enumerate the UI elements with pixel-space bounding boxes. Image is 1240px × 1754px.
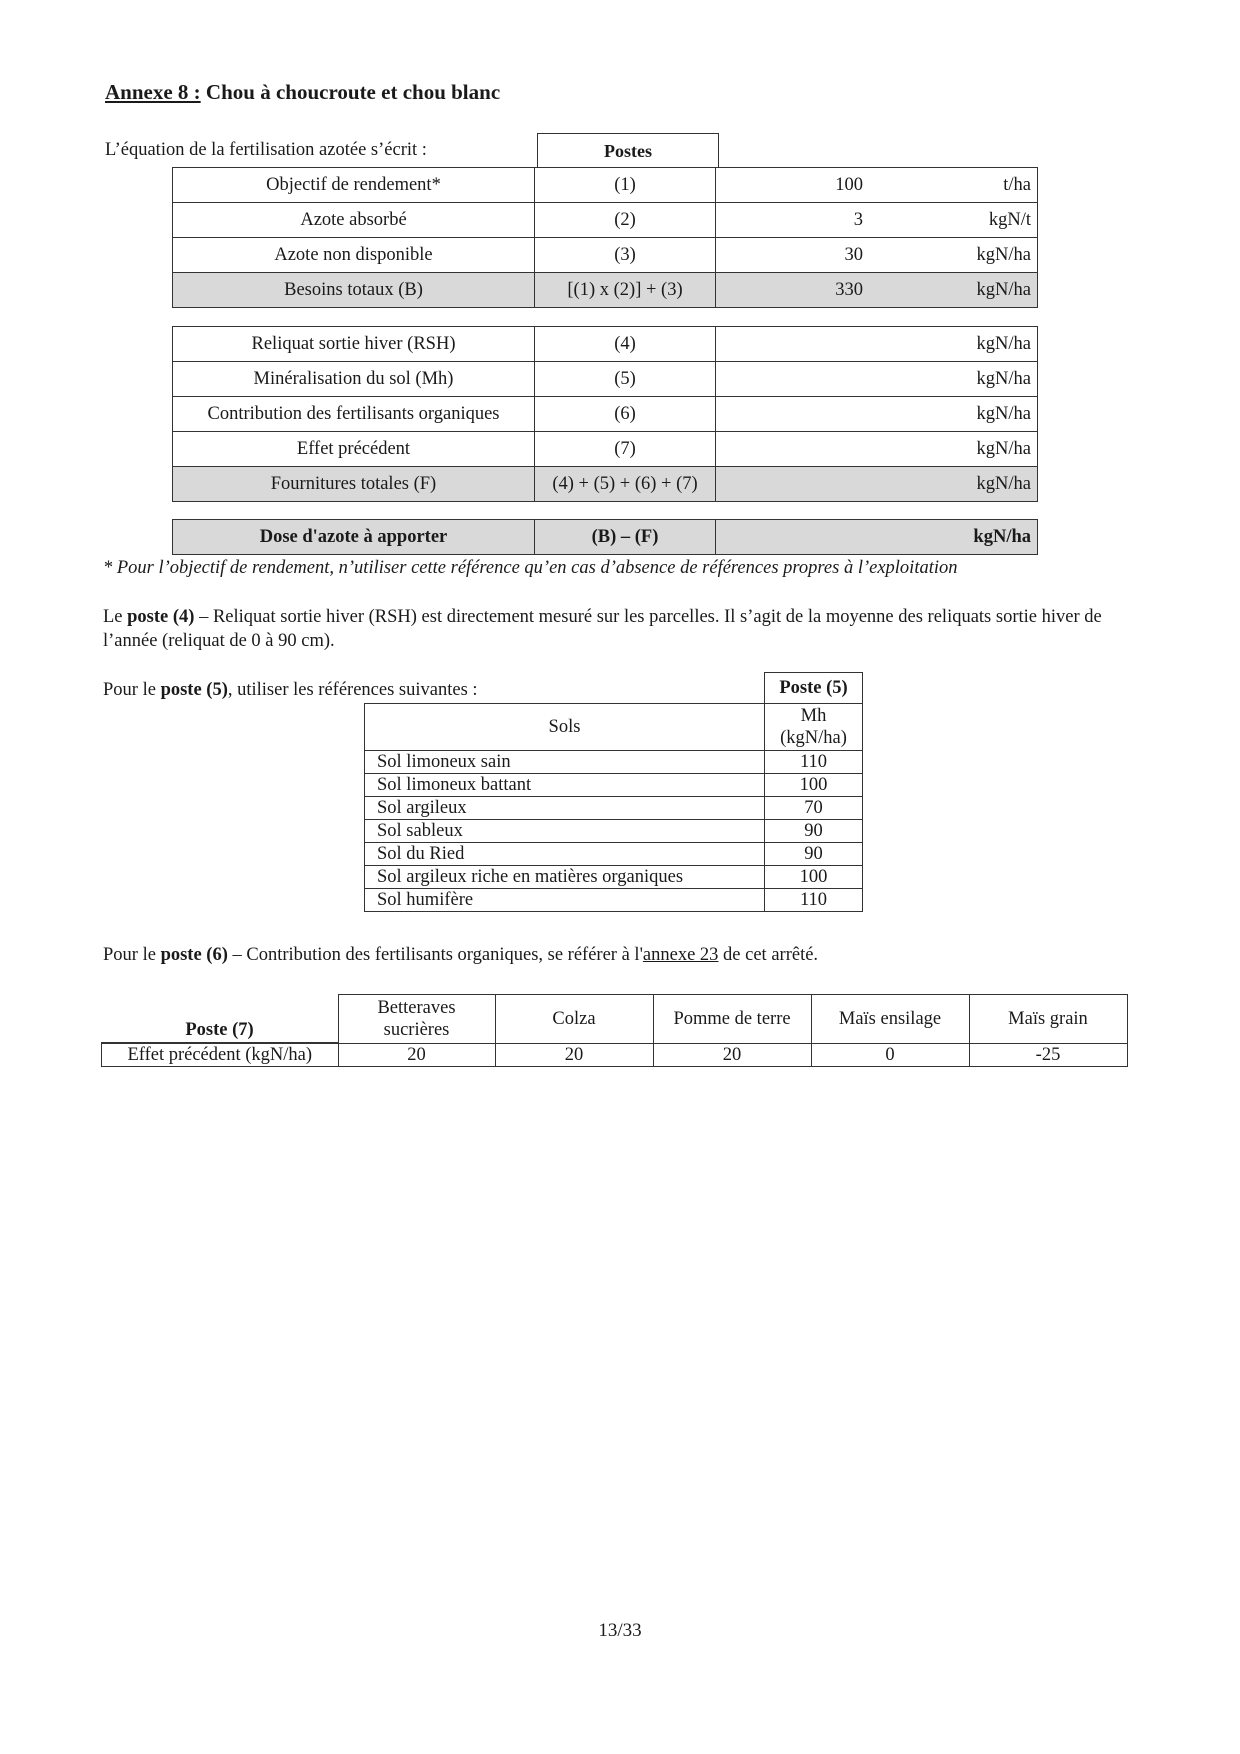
precedent-col-0 [338,995,495,1044]
row-poste: [(1) x (2)] + (3) [535,273,716,308]
soil-name: Sol limoneux battant [365,774,765,797]
equation-intro: L’équation de la fertilisation azotée s’écrit : [105,140,427,160]
row-label: Azote non disponible [173,238,535,273]
dose-value [716,520,864,555]
row-poste: (2) [535,203,716,238]
poste6-end: de cet arrêté. [718,945,819,965]
row-label: Minéralisation du sol (Mh) [173,362,535,397]
table-row [365,889,863,912]
row-unit: kgN/ha [863,273,1038,308]
precedent-value-4: -25 [969,1044,1127,1067]
precedent-value-1: 20 [495,1044,653,1067]
row-value: 30 [716,238,864,273]
soil-name: Sol limoneux sain [365,751,765,774]
soil-mh-value: 90 [765,820,863,843]
mh-table [364,703,863,912]
table-row [365,797,863,820]
soil-name: Sol du Ried [365,843,765,866]
row-poste: (3) [535,238,716,273]
precedent-col-4: Maïs grain [969,995,1127,1044]
table-row [365,751,863,774]
annex-number: Annexe 8 : [105,80,201,104]
poste6-prefix: Pour le [103,945,161,965]
row-value: 3 [716,203,864,238]
row-label: Reliquat sortie hiver (RSH) [173,327,535,362]
precedent-col-0-line1: Betteraves [377,998,456,1018]
dose-label: Dose d'azote à apporter [173,520,535,555]
poste6-text: – Contribution des fertilisants organiques, se référer à l' [227,945,643,965]
table-row [173,327,1038,362]
row-unit: kgN/ha [863,467,1038,502]
table-row [173,467,1038,502]
row-value [716,397,864,432]
precedent-col-2: Pomme de terre [653,995,811,1044]
precedent-header-row [102,995,1128,1044]
precedent-col-0-line2: sucrières [383,1020,450,1040]
table-row [173,168,1038,203]
poste4-bold: poste (4) [127,607,195,627]
row-poste: (5) [535,362,716,397]
mh-header-row [365,704,863,751]
table-row [365,774,863,797]
precedent-value-0: 20 [338,1044,495,1067]
annexe-23-link[interactable]: annexe 23 [642,945,719,965]
row-unit: kgN/ha [863,327,1038,362]
soil-mh-value: 90 [765,843,863,866]
precedent-value-3: 0 [811,1044,969,1067]
poste5-prefix: Pour le [103,680,161,700]
soil-name: Sol humifère [365,889,765,912]
row-unit: kgN/ha [863,397,1038,432]
dose-poste: (B) – (F) [535,520,716,555]
row-value [716,327,864,362]
poste4-prefix: Le [103,607,128,627]
table-row [173,432,1038,467]
precedent-value-row [102,1044,1128,1067]
fournitures-table [172,326,1038,502]
soil-name: Sol argileux riche en matières organiques [365,866,765,889]
poste4-paragraph [103,605,1143,653]
row-poste: (6) [535,397,716,432]
row-label: Contribution des fertilisants organiques [173,397,535,432]
row-label: Azote absorbé [173,203,535,238]
row-value [716,467,864,502]
soil-mh-value: 110 [765,889,863,912]
poste5-bold: poste (5) [160,680,228,700]
postes-header: Postes [537,133,719,168]
mh-header-line1: Mh [800,706,827,726]
soil-mh-value: 100 [765,774,863,797]
table-row [173,203,1038,238]
besoins-table [172,167,1038,308]
poste4-text: – Reliquat sortie hiver (RSH) est directement mesuré sur les parcelles. Il s’agit de la moyenne des reliquats sortie hiver de l’année (reliquat de 0 à 90 cm). [103,607,1102,651]
row-unit: kgN/ha [863,362,1038,397]
precedent-header-label: Poste (7) [185,1020,254,1040]
precedent-row-label: Effet précédent (kgN/ha) [102,1044,339,1067]
table-row [173,362,1038,397]
poste5-text: , utiliser les références suivantes : [227,680,478,700]
mh-header [765,704,863,751]
soil-name: Sol argileux [365,797,765,820]
row-label: Objectif de rendement* [173,168,535,203]
mh-poste-header: Poste (5) [764,672,863,703]
row-value: 330 [716,273,864,308]
row-value [716,362,864,397]
table-row [365,866,863,889]
sols-header: Sols [365,704,765,751]
table-row [365,843,863,866]
soil-mh-value: 70 [765,797,863,820]
footnote: * Pour l’objectif de rendement, n’utiliser cette référence qu’en cas d’absence de références propres à l’exploitation [103,558,958,578]
poste6-bold: poste (6) [160,945,228,965]
row-unit: kgN/ha [863,432,1038,467]
precedent-value-2: 20 [653,1044,811,1067]
page-number: 13/33 [598,1620,642,1641]
soil-mh-value: 100 [765,866,863,889]
poste6-paragraph [103,943,1143,967]
row-poste: (4) + (5) + (6) + (7) [535,467,716,502]
row-unit: kgN/t [863,203,1038,238]
row-value [716,432,864,467]
precedent-header [102,995,339,1044]
dose-table [172,519,1038,555]
poste5-paragraph [103,678,743,702]
mh-header-line2: (kgN/ha) [780,728,847,748]
row-poste: (1) [535,168,716,203]
dose-row [173,520,1038,555]
table-row [173,273,1038,308]
row-unit: kgN/ha [863,238,1038,273]
dose-unit: kgN/ha [863,520,1038,555]
precedent-col-1: Colza [495,995,653,1044]
table-row [365,820,863,843]
row-value: 100 [716,168,864,203]
table-row [173,238,1038,273]
row-unit: t/ha [863,168,1038,203]
annex-name: Chou à choucroute et chou blanc [205,80,501,104]
row-poste: (4) [535,327,716,362]
annex-title [105,80,500,105]
precedent-col-3: Maïs ensilage [811,995,969,1044]
row-poste: (7) [535,432,716,467]
row-label: Fournitures totales (F) [173,467,535,502]
table-row [173,397,1038,432]
precedent-table [101,994,1128,1067]
soil-name: Sol sableux [365,820,765,843]
row-label: Besoins totaux (B) [173,273,535,308]
row-label: Effet précédent [173,432,535,467]
soil-mh-value: 110 [765,751,863,774]
